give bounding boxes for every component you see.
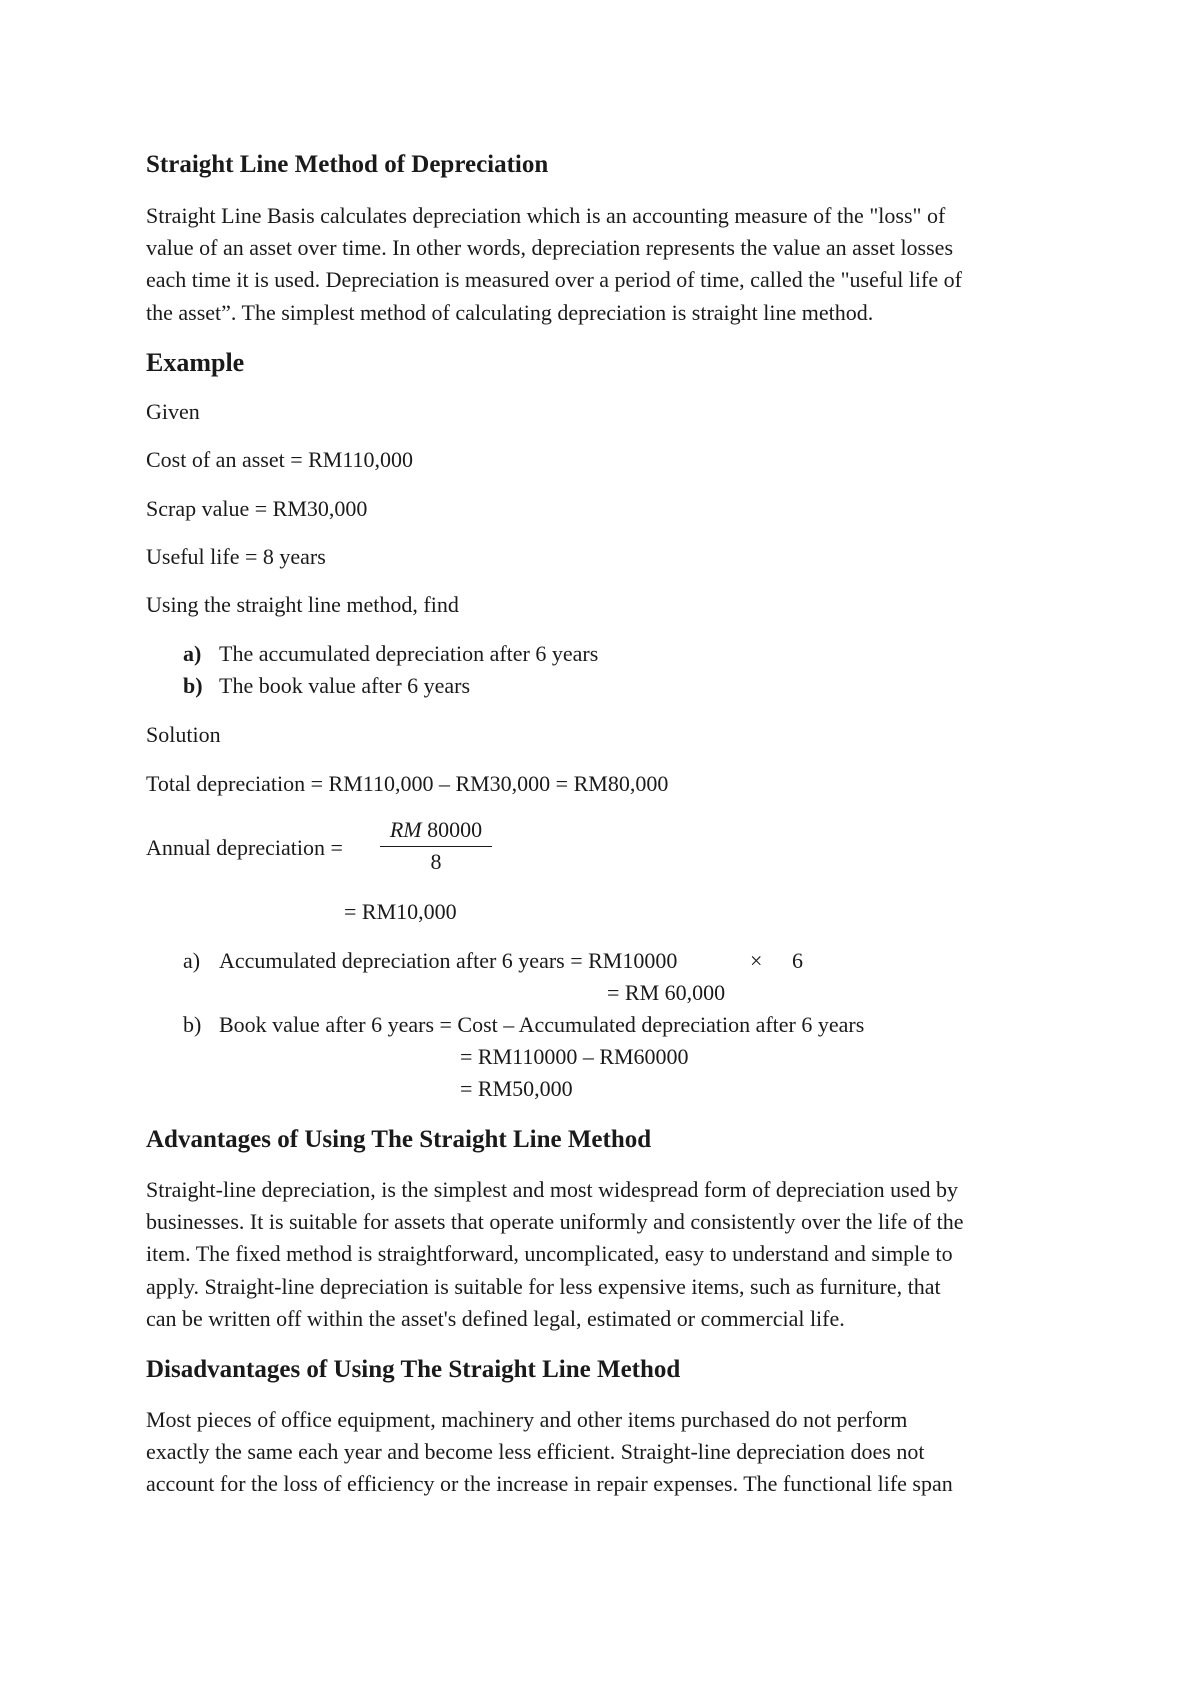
instruction-line: Using the straight line method, find	[146, 592, 459, 617]
annual-result: = RM10,000	[344, 899, 457, 924]
advantages-line: businesses. It is suitable for assets that operate uniformly and consistently over the life of the	[146, 1209, 964, 1235]
intro-line: each time it is used. Depreciation is measured over a period of time, called the "useful life of	[146, 267, 962, 293]
answer-b-line3: = RM50,000	[460, 1076, 573, 1101]
cost-line: Cost of an asset = RM110,000	[146, 447, 414, 472]
answer-a-line2: = RM 60,000	[607, 980, 726, 1005]
advantages-heading: Advantages of Using The Straight Line Method	[146, 1126, 652, 1153]
advantages-paragraph	[146, 1174, 1066, 1335]
disadvantages-heading: Disadvantages of Using The Straight Line Method	[146, 1356, 681, 1383]
disadvantages-line: exactly the same each year and become less efficient. Straight-line depreciation does not	[146, 1439, 925, 1465]
fraction-numerator	[380, 816, 492, 847]
answer-b-marker: b)	[183, 1012, 202, 1037]
annual-depreciation-label: Annual depreciation =	[146, 835, 343, 860]
times-sign: ×	[750, 948, 763, 973]
intro-line: Straight Line Basis calculates depreciation which is an accounting measure of the "loss" of	[146, 203, 946, 228]
intro-line: value of an asset over time. In other words, depreciation represents the value an asset losses	[146, 235, 954, 261]
fraction-denominator: 8	[430, 849, 442, 874]
intro-line: the asset”. The simplest method of calculating depreciation is straight line method.	[146, 299, 874, 325]
fraction-value: 80000	[427, 817, 483, 842]
answer-b-line1: Book value after 6 years = Cost – Accumulated depreciation after 6 years	[219, 1012, 865, 1037]
advantages-line: can be written off within the asset's defined legal, estimated or commercial life.	[146, 1305, 845, 1331]
question-text: The book value after 6 years	[219, 673, 471, 698]
question-text: The accumulated depreciation after 6 years	[219, 641, 599, 666]
example-heading: Example	[146, 348, 245, 377]
advantages-line: item. The fixed method is straightforward, uncomplicated, easy to understand and simple to	[146, 1241, 953, 1267]
scrap-line: Scrap value = RM30,000	[146, 496, 368, 521]
question-marker: b)	[183, 673, 203, 698]
advantages-line: Straight-line depreciation, is the simplest and most widespread form of depreciation used by	[146, 1177, 958, 1202]
disadvantages-line: account for the loss of efficiency or the increase in repair expenses. The functional life span	[146, 1471, 953, 1497]
disadvantages-line: Most pieces of office equipment, machinery and other items purchased do not perform	[146, 1407, 908, 1432]
question-marker: a)	[183, 641, 202, 666]
page-title: Straight Line Method of Depreciation	[146, 151, 549, 178]
fraction-unit: RM	[389, 817, 422, 842]
answer-a-factor: 6	[792, 948, 803, 973]
intro-paragraph	[146, 200, 1066, 329]
total-depreciation-line: Total depreciation = RM110,000 – RM30,000 = RM80,000	[146, 771, 669, 796]
answer-a-line1: Accumulated depreciation after 6 years = RM10000	[219, 948, 678, 973]
solution-label: Solution	[146, 722, 221, 747]
advantages-line: apply. Straight-line depreciation is suitable for less expensive items, such as furniture, that	[146, 1273, 941, 1299]
answer-b-line2: = RM110000 – RM60000	[460, 1044, 689, 1069]
answer-a-marker: a)	[183, 948, 201, 973]
given-label: Given	[146, 399, 200, 424]
disadvantages-paragraph	[146, 1404, 1066, 1501]
life-line: Useful life = 8 years	[146, 544, 326, 569]
annual-fraction	[380, 816, 492, 877]
